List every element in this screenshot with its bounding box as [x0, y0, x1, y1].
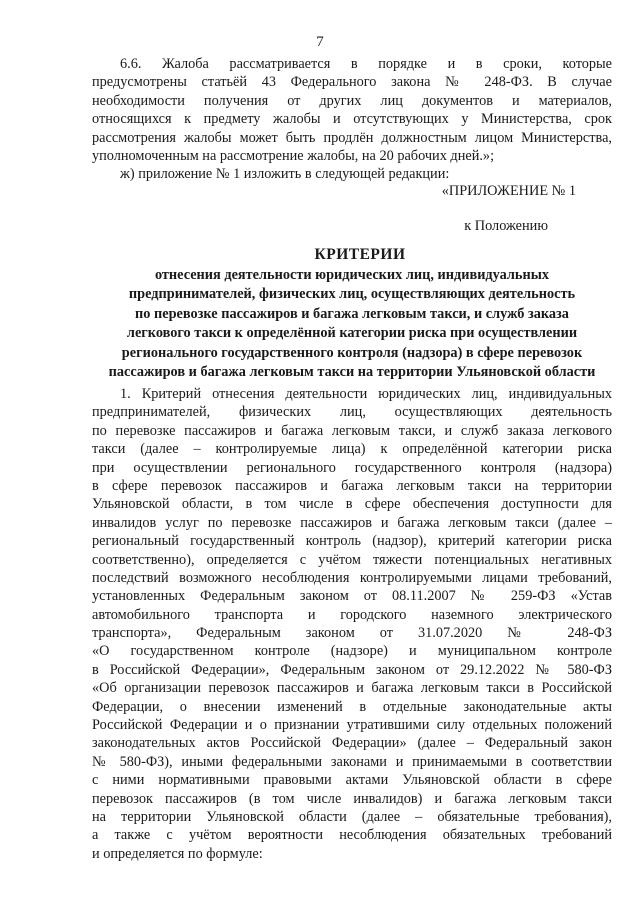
- document-title: КРИТЕРИИ: [314, 246, 406, 263]
- appendix-label: «ПРИЛОЖЕНИЕ № 1: [441, 183, 576, 199]
- paragraph-6-6: [92, 55, 612, 165]
- text-line: уполномоченным на рассмотрение жалобы, на 20 рабочих дней.»;: [92, 147, 495, 164]
- text-line: № 580-ФЗ), иными федеральными законами и принимаемыми в соответствии: [92, 753, 612, 770]
- subtitle-line: по перевозке пассажиров и багажа легковым такси, и служб заказа: [135, 305, 569, 322]
- text-line: с ними нормативными правовыми актами Ульяновской области в сфере: [92, 772, 612, 789]
- text-line: предпринимателей, физических лиц, осуществляющих деятельность: [92, 404, 612, 421]
- page-number: 7: [316, 34, 324, 50]
- text-line: относящихся к предмету жалобы и отсутствующих у Министерства, срок: [92, 111, 612, 128]
- text-line: предусмотрены статьёй 43 Федерального закона № 248-ФЗ. В случае: [92, 74, 612, 91]
- text-line: в сфере перевозок пассажиров и багажа легковым такси на территории: [92, 477, 612, 494]
- document-subtitle: [90, 266, 614, 382]
- text-line: «О государственном контроле (надзоре) и муниципальном контроле: [92, 643, 612, 660]
- text-line: последствий возможного несоблюдения контролируемыми лицами требований,: [92, 569, 612, 586]
- text-line: автомобильного транспорта и городского наземного электрического: [92, 606, 612, 623]
- text-line: и определяется по формуле:: [92, 845, 263, 862]
- text-line: Ульяновской области, в том числе в сфере обеспечения доступности для: [92, 496, 612, 513]
- text-line: ж) приложение № 1 изложить в следующей редакции:: [120, 166, 450, 182]
- text-line: такси (далее – контролируемые лица) к определённой категории риска: [92, 441, 612, 458]
- subtitle-line: пассажиров и багажа легковым такси на территории Ульяновской области: [108, 363, 596, 380]
- text-line: необходимости получения от других лиц документов и материалов,: [92, 92, 612, 109]
- paragraph-1: [92, 385, 612, 863]
- text-line: региональный государственный контроль (надзор), критерий категории риска: [92, 533, 612, 550]
- item-zh: [92, 165, 612, 183]
- subtitle-line: предпринимателей, физических лиц, осуществляющих деятельность: [128, 286, 576, 303]
- text-line: транспорта», Федеральным законом от 31.07.2020 № 248-ФЗ: [92, 625, 612, 642]
- text-line: рассмотрения жалобы может быть продлён должностным лицом Министерства,: [92, 129, 612, 146]
- appendix-reference: к Положению: [464, 218, 548, 234]
- text-line: соответственно), определяется с учётом тяжести потенциальных негативных: [92, 551, 612, 568]
- subtitle-line: регионального государственного контроля (надзора) в сфере перевозок: [121, 344, 583, 361]
- text-line: «Об организации перевозок пассажиров и багажа легковым такси в Российской: [92, 680, 612, 697]
- text-line: в Российской Федерации», Федеральным законом от 29.12.2022 № 580-ФЗ: [92, 661, 612, 678]
- text-line: Российской Федерации и о признании утратившими силу отдельных положений: [92, 717, 612, 734]
- text-line: 1. Критерий отнесения деятельности юридических лиц, индивидуальных: [120, 386, 612, 402]
- text-line: перевозок пассажиров (в том числе инвалидов) и багажа легковым такси: [92, 790, 612, 807]
- text-line: установленных Федеральным законом от 08.11.2007 № 259-ФЗ «Устав: [92, 588, 612, 605]
- text-line: при осуществлении регионального государственного контроля (надзора): [92, 459, 612, 476]
- text-line: Федерации, о внесении изменений в отдельные законодательные акты: [92, 698, 612, 715]
- text-line: по перевозке пассажиров и багажа легковым такси, и служб заказа легкового: [92, 422, 612, 439]
- subtitle-line: отнесения деятельности юридических лиц, индивидуальных: [154, 267, 550, 283]
- text-line: на территории Ульяновской области (далее – обязательные требования),: [92, 808, 612, 825]
- text-line: инвалидов услуг по перевозке пассажиров и багажа легковым такси (далее –: [92, 514, 612, 531]
- text-line: законодательных актов Российской Федерации» (далее – Федеральный закон: [92, 735, 612, 752]
- subtitle-line: легкового такси к определённой категории риска при осуществлении: [126, 325, 578, 342]
- text-line: 6.6. Жалоба рассматривается в порядке и в сроки, которые: [120, 56, 612, 72]
- text-line: а также с учётом вероятности несоблюдения обязательных требований: [92, 827, 612, 844]
